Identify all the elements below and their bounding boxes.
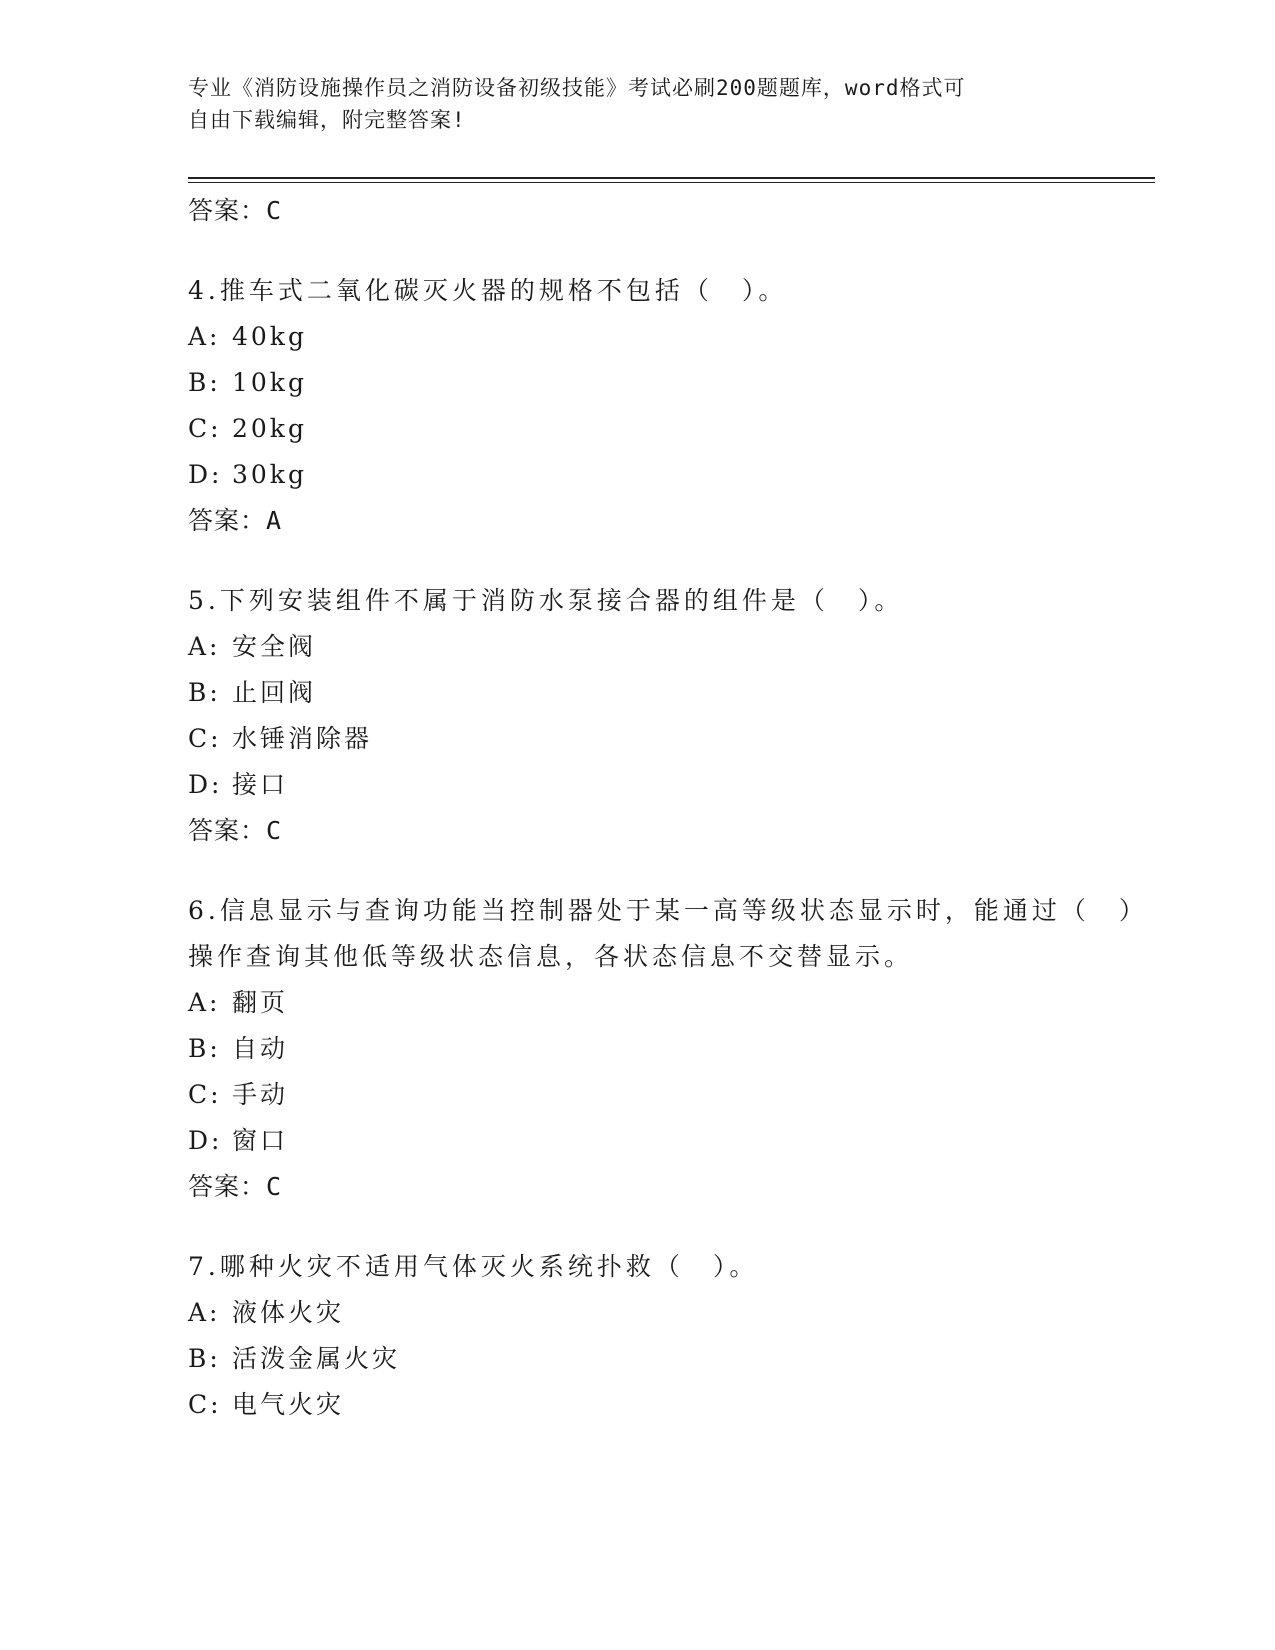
option-letter: A:: [188, 988, 221, 1017]
option-text: 20kg: [232, 414, 307, 443]
option-letter: D:: [188, 770, 223, 799]
option-b: [188, 1336, 1155, 1382]
answer-line: 答案：C: [188, 196, 283, 225]
option-text: 电气火灾: [232, 1390, 345, 1419]
option-text: 翻页: [232, 988, 289, 1017]
option-letter: A:: [188, 322, 221, 351]
answer-line: 答案：A: [188, 506, 283, 535]
option-text: 10kg: [232, 368, 307, 397]
option-text: 窗口: [232, 1126, 289, 1155]
question-stem: 4.推车式二氧化碳灭火器的规格不包括（ ）。: [188, 276, 788, 305]
option-text: 手动: [232, 1080, 289, 1109]
option-d: [188, 762, 1155, 808]
option-letter: B:: [188, 1344, 221, 1373]
question-list: [188, 188, 1155, 1428]
option-c: [188, 406, 1155, 452]
option-text: 安全阀: [232, 632, 317, 661]
option-letter: C:: [188, 1080, 222, 1109]
option-d: [188, 452, 1155, 498]
option-letter: A:: [188, 632, 221, 661]
option-text: 40kg: [232, 322, 307, 351]
option-b: [188, 670, 1155, 716]
option-text: 液体火灾: [232, 1298, 345, 1327]
question-stem: 5.下列安装组件不属于消防水泵接合器的组件是（ ）。: [188, 586, 904, 615]
option-text: 活泼金属火灾: [232, 1344, 401, 1373]
option-letter: D:: [188, 1126, 223, 1155]
option-text: 接口: [232, 770, 289, 799]
answer-line: 答案：C: [188, 1172, 283, 1201]
header-line-1: 专业《消防设施操作员之消防设备初级技能》考试必刷200题题库，word格式可: [188, 76, 966, 100]
option-a: [188, 1290, 1155, 1336]
question-6: [188, 888, 1155, 1210]
option-text: 水锤消除器: [232, 724, 373, 753]
question-stem: 6.信息显示与查询功能当控制器处于某一高等级状态显示时，能通过（ ）操作查询其他低等级状态信息，各状态信息不交替显示。: [188, 896, 1148, 971]
question-5: [188, 578, 1155, 854]
question-stem: 7.哪种火灾不适用气体灭火系统扑救（ ）。: [188, 1252, 759, 1281]
option-letter: A:: [188, 1298, 221, 1327]
option-letter: B:: [188, 368, 221, 397]
option-c: [188, 1072, 1155, 1118]
option-c: [188, 1382, 1155, 1428]
option-letter: C:: [188, 414, 222, 443]
option-letter: C:: [188, 724, 222, 753]
option-d: [188, 1118, 1155, 1164]
option-text: 自动: [232, 1034, 289, 1063]
question-4: [188, 268, 1155, 544]
option-b: [188, 360, 1155, 406]
option-letter: B:: [188, 1034, 221, 1063]
header-line-2: 自由下载编辑，附完整答案!: [188, 108, 466, 132]
option-letter: C:: [188, 1390, 222, 1419]
option-a: [188, 314, 1155, 360]
document-header: [188, 72, 1068, 136]
question-7: [188, 1244, 1155, 1428]
option-letter: D:: [188, 460, 223, 489]
option-letter: B:: [188, 678, 221, 707]
option-text: 止回阀: [232, 678, 317, 707]
option-c: [188, 716, 1155, 762]
option-text: 30kg: [232, 460, 307, 489]
header-divider-thick: [188, 177, 1155, 179]
option-a: [188, 624, 1155, 670]
answer-line: 答案：C: [188, 816, 283, 845]
option-a: [188, 980, 1155, 1026]
option-b: [188, 1026, 1155, 1072]
header-divider-thin: [188, 182, 1155, 183]
